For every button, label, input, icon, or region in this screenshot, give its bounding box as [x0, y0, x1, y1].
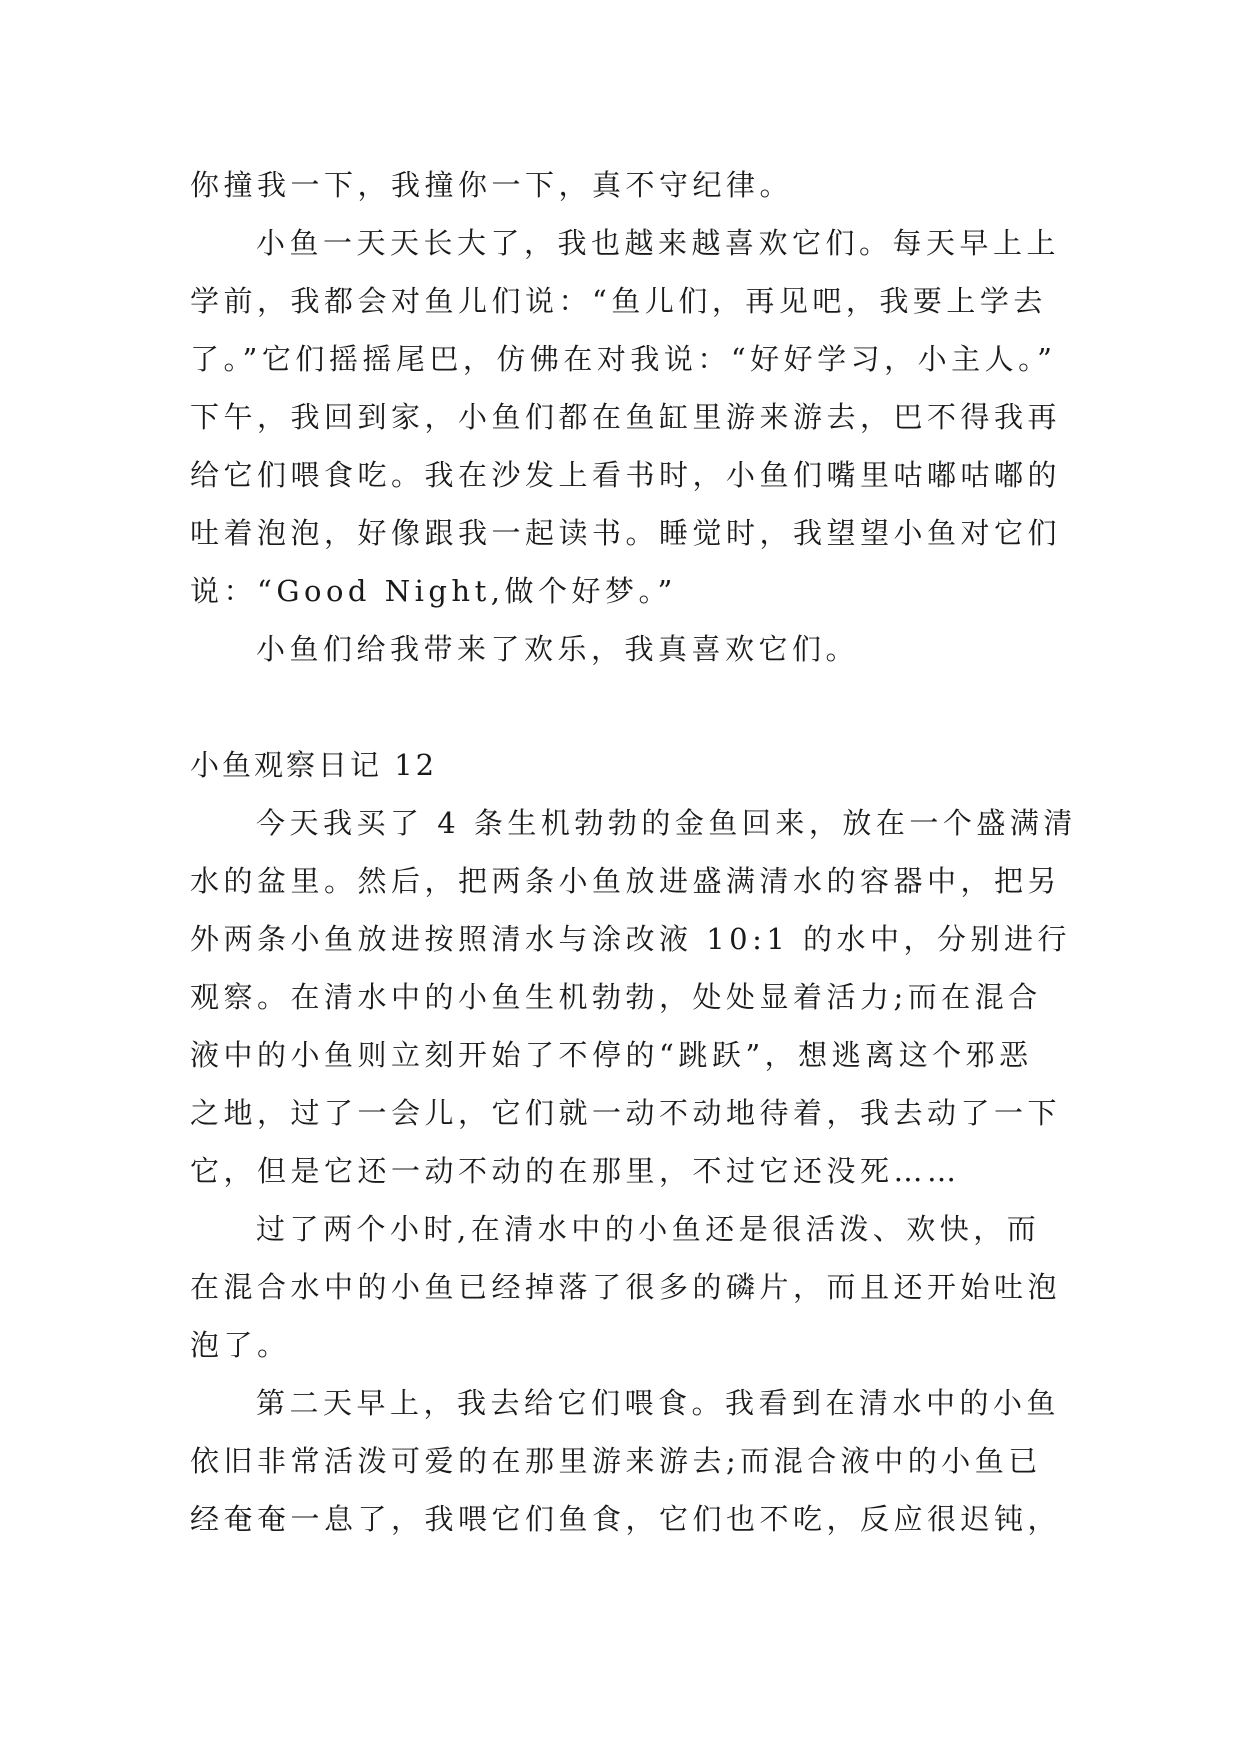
- text-line: 它，但是它还一动不动的在那里，不过它还没死……: [190, 1154, 961, 1188]
- text-line: 小鱼们给我带来了欢乐，我真喜欢它们。: [256, 632, 860, 666]
- text-line: 泡了。: [190, 1328, 291, 1362]
- text-line: 小鱼一天天长大了，我也越来越喜欢它们。每天早上上: [256, 226, 1061, 260]
- text-line: 今天我买了 4 条生机勃勃的金鱼回来，放在一个盛满清: [256, 806, 1077, 840]
- text-line: 观察。在清水中的小鱼生机勃勃，处处显着活力;而在混合: [190, 980, 1042, 1014]
- text-line: 液中的小鱼则立刻开始了不停的“跳跃”，想逃离这个邪恶: [190, 1038, 1033, 1072]
- text-line: 了。”它们摇摇尾巴，仿佛在对我说：“好好学习，小主人。”: [190, 342, 1057, 376]
- text-line: 依旧非常活泼可爱的在那里游来游去;而混合液中的小鱼已: [190, 1444, 1042, 1478]
- paragraph-gap: [190, 678, 1070, 736]
- text-line: 吐着泡泡，好像跟我一起读书。睡觉时，我望望小鱼对它们: [190, 516, 1062, 550]
- text-line: 学前，我都会对鱼儿们说：“鱼儿们，再见吧，我要上学去: [190, 284, 1047, 318]
- text-line: 你撞我一下，我撞你一下，真不守纪律。: [190, 168, 794, 202]
- text-line: 在混合水中的小鱼已经掉落了很多的磷片，而且还开始吐泡: [190, 1270, 1062, 1304]
- document-body: [190, 156, 1077, 1548]
- text-line: 过了两个小时,在清水中的小鱼还是很活泼、欢快，而: [256, 1212, 1041, 1246]
- text-line: 说：“Good Night,做个好梦。”: [190, 574, 677, 608]
- text-line: 第二天早上，我去给它们喂食。我看到在清水中的小鱼: [256, 1386, 1061, 1420]
- text-line: 水的盆里。然后，把两条小鱼放进盛满清水的容器中，把另: [190, 864, 1062, 898]
- text-line: 经奄奄一息了，我喂它们鱼食，它们也不吃，反应很迟钝，: [190, 1502, 1062, 1536]
- text-line: 下午，我回到家，小鱼们都在鱼缸里游来游去，巴不得我再: [190, 400, 1062, 434]
- text-line: 之地，过了一会儿，它们就一动不动地待着，我去动了一下: [190, 1096, 1062, 1130]
- text-line: 外两条小鱼放进按照清水与涂改液 10:1 的水中，分别进行: [190, 922, 1072, 956]
- section-heading: 小鱼观察日记 12: [190, 748, 438, 782]
- text-line: 给它们喂食吃。我在沙发上看书时，小鱼们嘴里咕嘟咕嘟的: [190, 458, 1062, 492]
